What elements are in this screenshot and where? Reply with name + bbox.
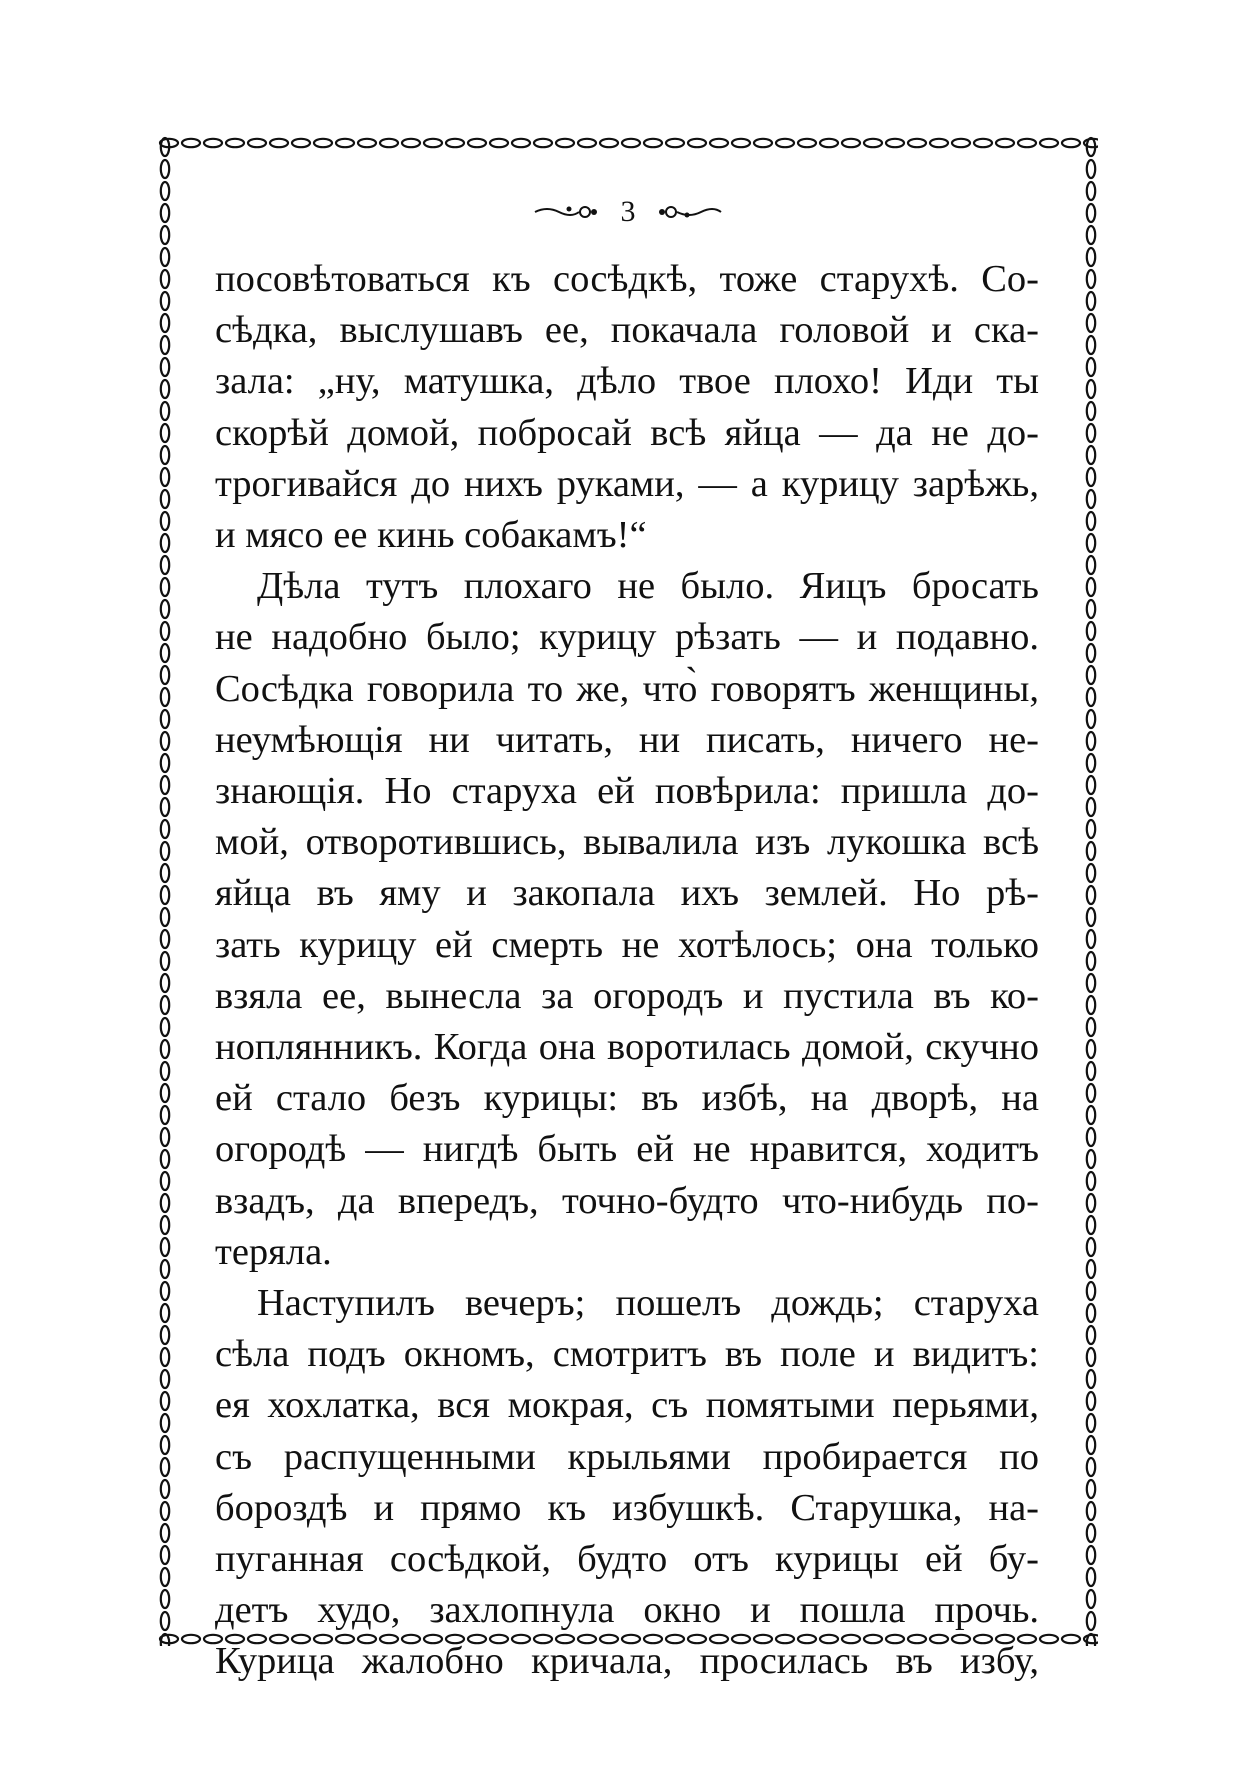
page-number: 3 [620, 195, 636, 229]
border-left-chain-ornament [158, 136, 172, 1646]
paragraph [215, 561, 1039, 1278]
text-line: съ распущенными крыльями пробирается по [215, 1435, 1039, 1478]
text-line: сѣдка, выслушавъ ее, покачала головой и ска- [215, 309, 1039, 352]
text-line: ноплянникъ. Когда она воротилась домой, скучно [215, 1026, 1039, 1069]
text-line: скорѣй домой, побросай всѣ яйца — да не до- [215, 411, 1039, 454]
paragraph [215, 1278, 1039, 1688]
text-line: знающія. Но старуха ей повѣрила: пришла до- [215, 770, 1039, 813]
text-line: Сосѣдка говорила то же, что̀ говорятъ женщины, [215, 667, 1039, 710]
text-line: яйца въ яму и закопала ихъ землей. Но рѣ- [215, 872, 1039, 915]
text-line: ея хохлатка, вся мокрая, съ помятыми перьями, [215, 1384, 1039, 1427]
page-header [158, 192, 1098, 230]
text-line: неумѣющія ни читать, ни писать, ничего не- [215, 718, 1039, 761]
text-line: детъ худо, захлопнула окно и пошла прочь. [215, 1589, 1039, 1632]
paragraph [215, 254, 1039, 561]
text-line: теряла. [215, 1230, 332, 1273]
right-flourish-icon [657, 202, 723, 222]
text-line: взадъ, да впередъ, точно-будто что-нибудь по- [215, 1179, 1039, 1222]
text-line: мой, отворотившись, вывалила изъ лукошка всѣ [215, 821, 1039, 864]
border-top-chain-ornament [158, 136, 1098, 150]
left-flourish-icon [533, 202, 599, 222]
text-line: бороздѣ и прямо къ избушкѣ. Старушка, на- [215, 1486, 1039, 1529]
border-right-chain-ornament [1084, 136, 1098, 1646]
text-line: зать курицу ей смерть не хотѣлось; она только [215, 923, 1039, 966]
text-line: огородѣ — нигдѣ быть ей не нравится, ходитъ [215, 1128, 1039, 1171]
text-line: сѣла подъ окномъ, смотритъ въ поле и видитъ: [215, 1333, 1039, 1376]
ornamental-frame [158, 136, 1098, 1683]
text-line: взяла ее, вынесла за огородъ и пустила въ ко- [215, 974, 1039, 1017]
text-line: ей стало безъ курицы: въ избѣ, на дворѣ, на [215, 1077, 1039, 1120]
text-line: Дѣла тутъ плохаго не было. Яицъ бросать [257, 565, 1039, 608]
text-line: не надобно было; курицу рѣзать — и подавно. [215, 616, 1039, 659]
text-line: Наступилъ вечеръ; пошелъ дождь; старуха [257, 1282, 1039, 1325]
text-line: трогивайся до нихъ руками, — а курицу зарѣжь, [215, 462, 1039, 505]
text-line: посовѣтоваться къ сосѣдкѣ, тоже старухѣ. Со- [215, 258, 1039, 300]
text-line: зала: „ну, матушка, дѣло твое плохо! Иди ты [215, 360, 1039, 403]
body-text [215, 254, 1039, 1688]
text-line: и мясо ее кинь собакамъ!“ [215, 514, 647, 557]
text-line: пуганная сосѣдкой, будто отъ курицы ей бу- [215, 1538, 1039, 1581]
text-line: Курица жалобно кричала, просилась въ избу, [215, 1640, 1039, 1683]
